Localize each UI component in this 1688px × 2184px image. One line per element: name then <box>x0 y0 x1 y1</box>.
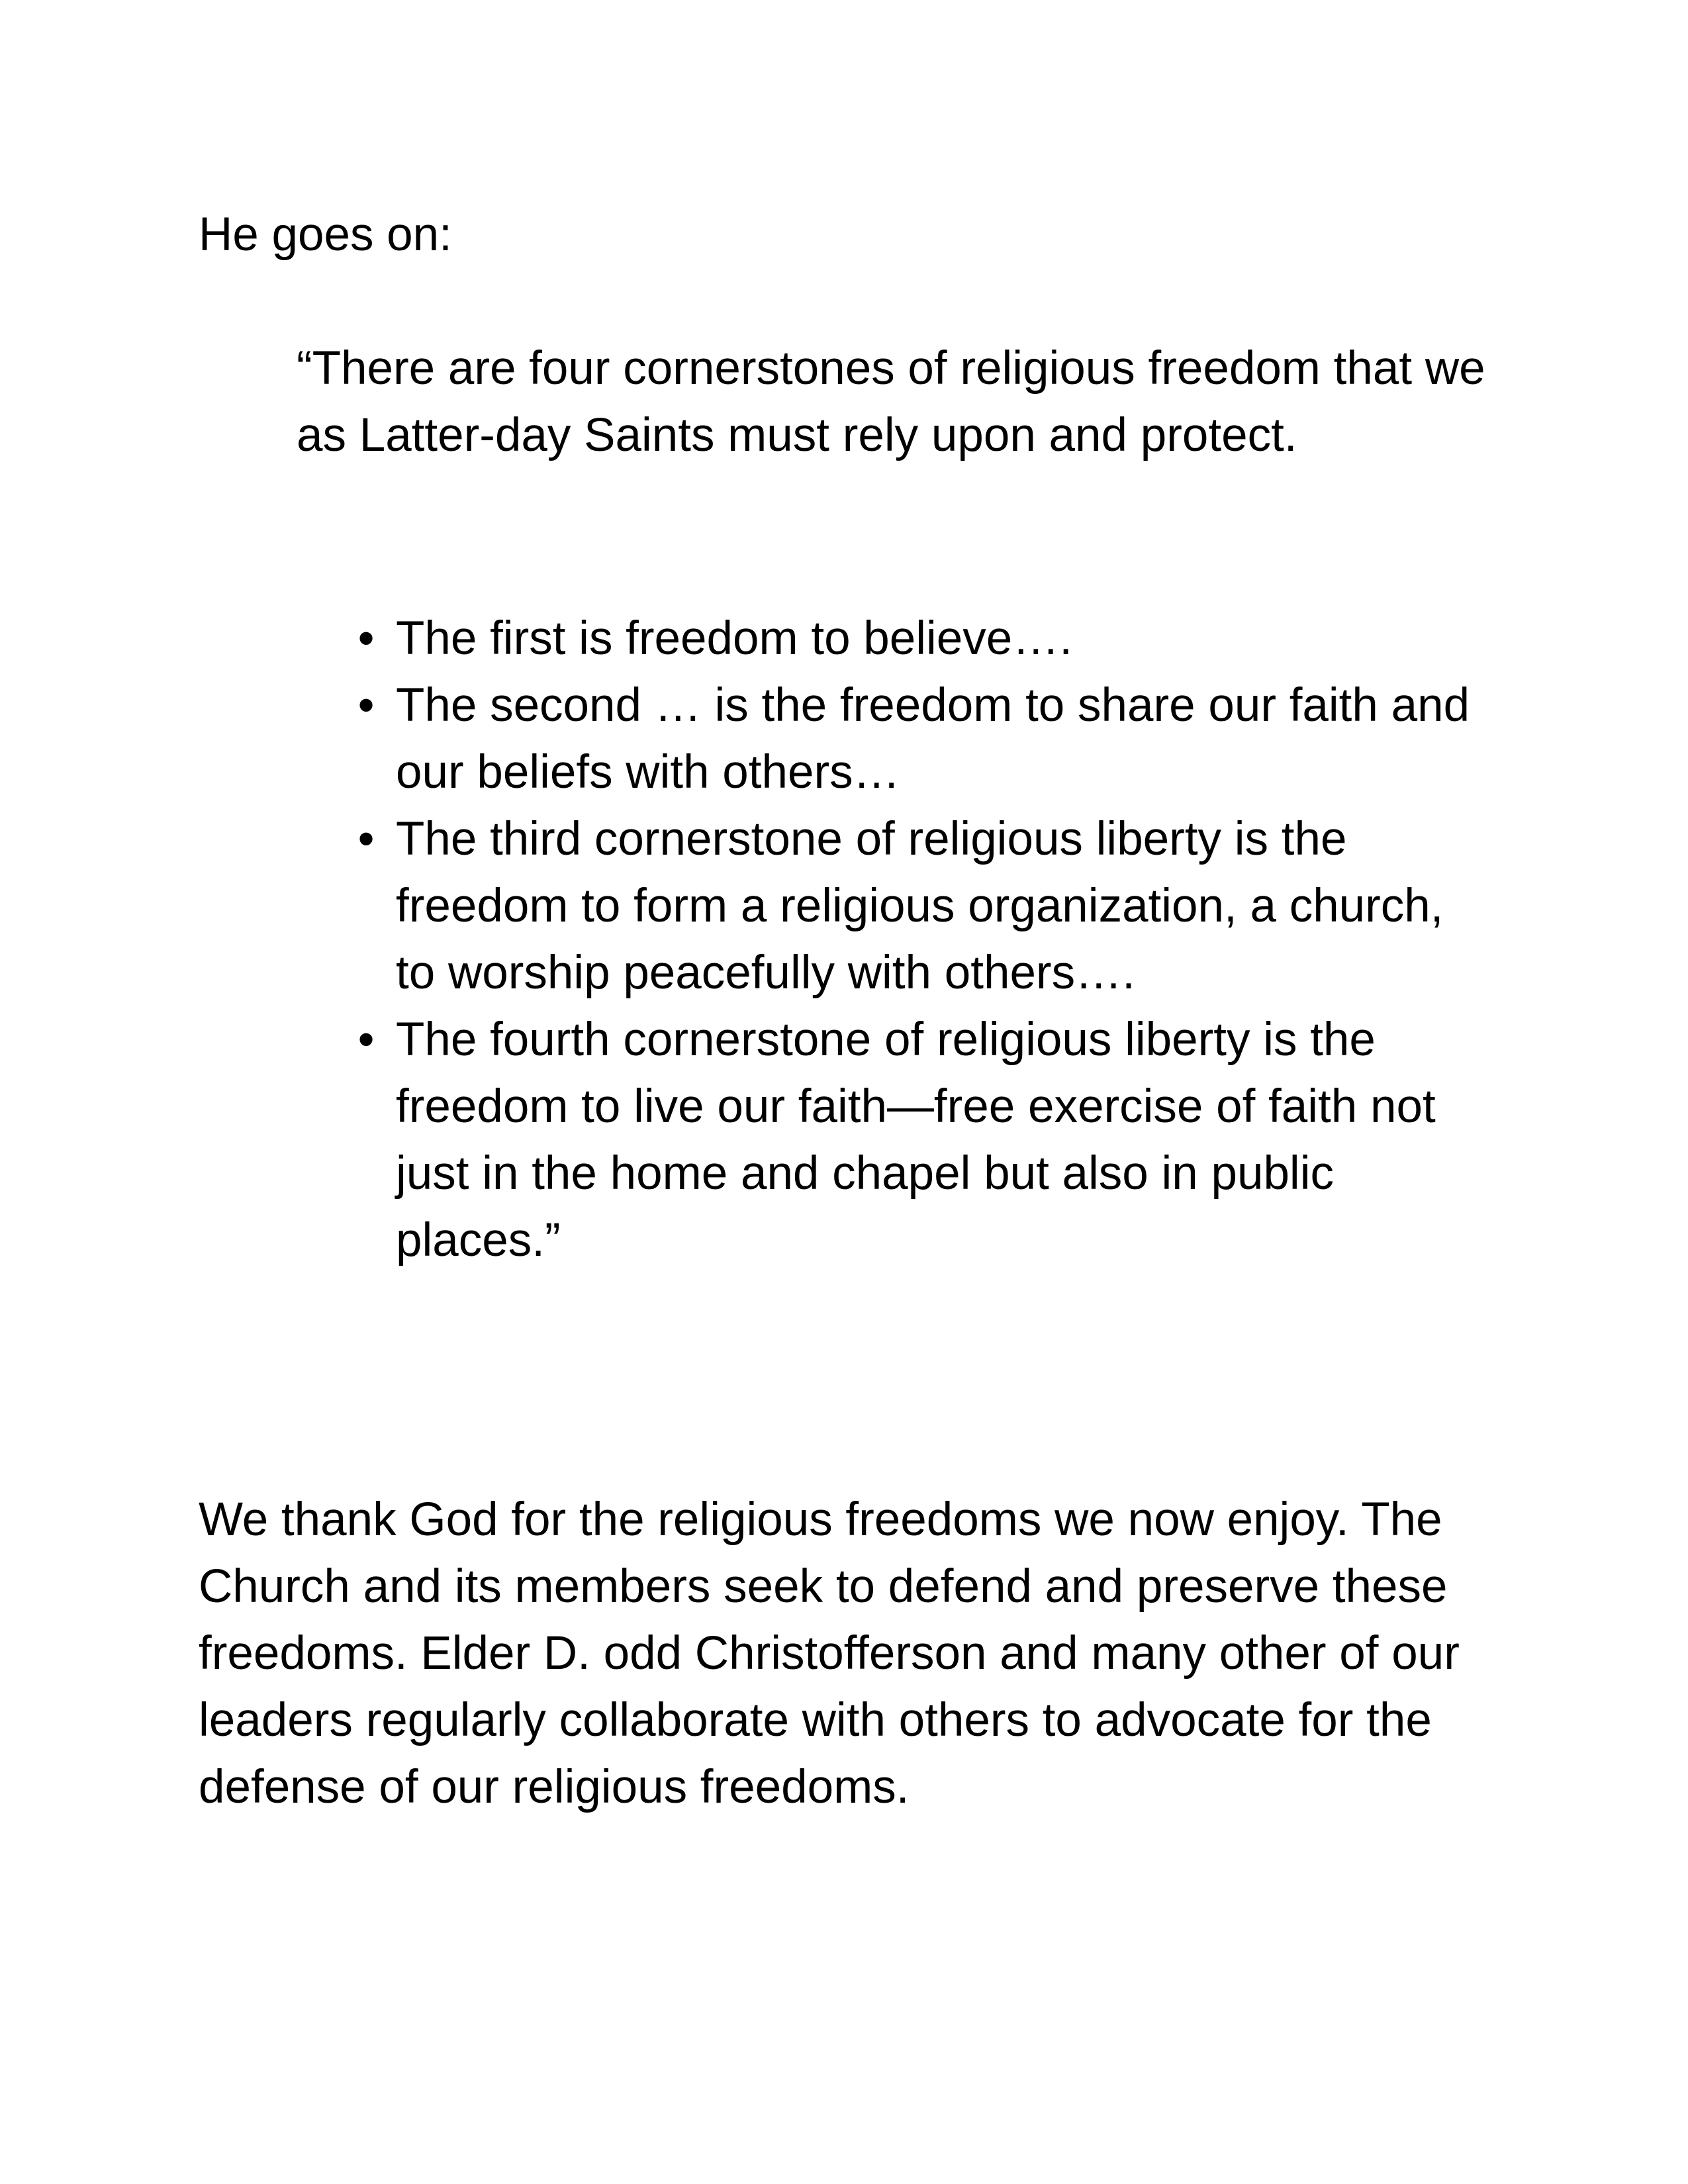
list-item-text: The third cornerstone of religious liberty is the freedom to form a religious organization, a church, to worship peacefully with others…. <box>396 813 1444 999</box>
bullet-icon: • <box>357 1014 375 1066</box>
bullet-icon: • <box>357 612 375 665</box>
list-item <box>297 672 1488 806</box>
list-item-text: The fourth cornerstone of religious liberty is the freedom to live our faith—free exercise of faith not just in the home and chapel but also in public places.” <box>396 1014 1436 1266</box>
cornerstones-list <box>297 605 1488 1274</box>
list-item <box>297 806 1488 1006</box>
list-item-text: The first is freedom to believe…. <box>396 612 1073 665</box>
list-item <box>297 1006 1488 1274</box>
quote-paragraph: “There are four cornerstones of religious freedom that we as Latter-day Saints must rely upon and protect. <box>297 342 1485 461</box>
bullet-icon: • <box>357 813 375 865</box>
list-item-text: The second … is the freedom to share our faith and our beliefs with others… <box>396 679 1470 798</box>
list-item <box>297 605 1488 672</box>
closing-paragraph: We thank God for the religious freedoms we now enjoy. The Church and its members seek to defend and preserve these freedoms. Elder D. odd Christofferson and many other of our leaders regularly collaborate with others to advocate for the defense of our religious freedoms. <box>199 1494 1460 1813</box>
bullet-icon: • <box>357 679 375 732</box>
intro-paragraph: He goes on: <box>199 209 452 261</box>
